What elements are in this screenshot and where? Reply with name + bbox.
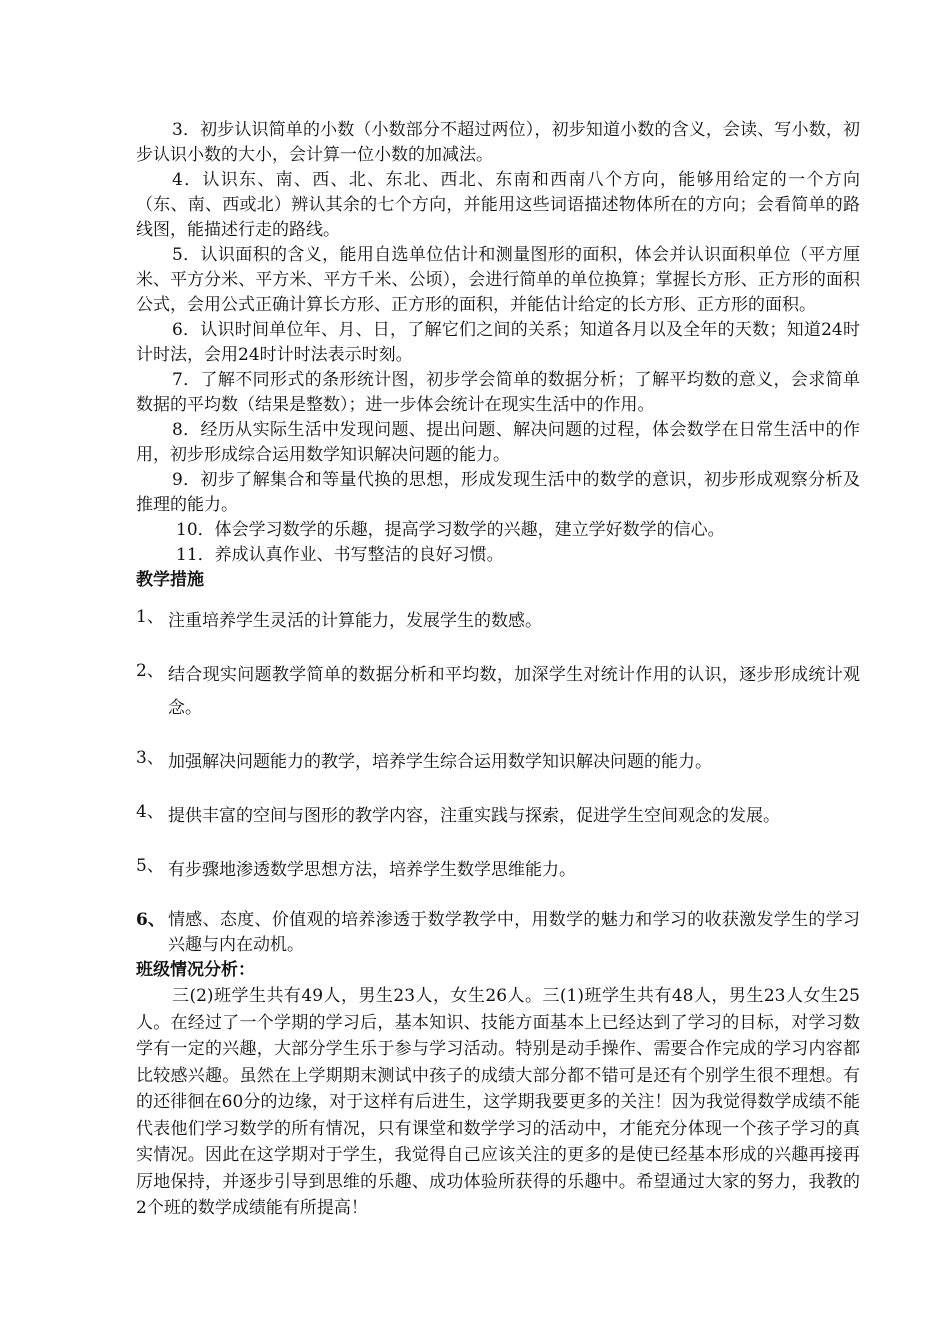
measure-text: 情感、态度、价值观的培养渗透于数学教学中，用数学的魅力和学习的收获激发学生的学习兴趣与内在动机。 [168, 910, 860, 955]
measure-text: 有步骤地渗透数学思想方法，培养学生数学思维能力。 [168, 860, 576, 880]
measures-list [136, 605, 860, 958]
objective-item: 9．初步了解集合和等量代换的思想，形成发现生活中的数学的意识，初步形成观察分析及推理的能力。 [136, 470, 860, 515]
measure-item [136, 746, 860, 779]
objective-item: 11．养成认真作业、书写整洁的良好习惯。 [176, 545, 504, 565]
objective-item: 3．初步认识简单的小数（小数部分不超过两位），初步知道小数的含义，会读、写小数，初步认识小数的大小，会计算一位小数的加减法。 [136, 120, 860, 165]
objective-item: 7．了解不同形式的条形统计图，初步学会简单的数据分析；了解平均数的意义，会求简单数据的平均数（结果是整数）；进一步体会统计在现实生活中的作用。 [136, 370, 860, 415]
analysis-heading: 班级情况分析： [136, 960, 255, 980]
measure-text: 注重培养学生灵活的计算能力，发展学生的数感。 [168, 611, 542, 631]
measure-text: 提供丰富的空间与图形的教学内容，注重实践与探索，促进学生空间观念的发展。 [168, 806, 780, 826]
measure-item [136, 800, 860, 833]
measures-heading: 教学措施 [136, 570, 204, 590]
measure-item [136, 908, 860, 958]
objective-item: 10．体会学习数学的乐趣，提高学习数学的兴趣，建立学好数学的信心。 [176, 520, 725, 540]
measure-number: 2、 [136, 661, 164, 681]
objective-item: 4．认识东、南、西、北、东北、西北、东南和西南八个方向，能够用给定的一个方向（东、南、西或北）辨认其余的七个方向，并能用这些词语描述物体所在的方向；会看简单的路线图，能描述行走的路线。 [136, 170, 860, 240]
objective-item: 8．经历从实际生活中发现问题、提出问题、解决问题的过程，体会数学在日常生活中的作用，初步形成综合运用数学知识解决问题的能力。 [136, 420, 860, 465]
measure-number: 1、 [136, 607, 164, 627]
objective-item: 6．认识时间单位年、月、日，了解它们之间的关系；知道各月以及全年的天数；知道24时计时法，会用24时计时法表示时刻。 [136, 320, 860, 365]
analysis-paragraph: 三(2)班学生共有49人，男生23人，女生26人。三(1)班学生共有48人，男生23人女生25人。在经过了一个学期的学习后，基本知识、技能方面基本上已经达到了学习的目标，对学习数学有一定的兴趣，大部分学生乐于参与学习活动。特别是动手操作、需要合作完成的学习内容都比较感兴趣。虽然在上学期期末测试中孩子的成绩大部分都不错可是还有个别学生很不理想。有的还徘徊在60分的边缘，对于这样有后进生，这学期我要更多的关注！因为我觉得数学成绩不能代表他们学习数学的所有情况，只有课堂和数学学习的活动中，才能充分体现一个孩子学习的真实情况。因此在这学期对于学生，我觉得自己应该关注的更多的是使已经基本形成的兴趣再接再厉地保持，并逐步引导到思维的乐趣、成功体验所获得的乐趣中。希望通过大家的努力，我教的2个班的数学成绩能有所提高！ [136, 986, 860, 1218]
measure-number: 5、 [136, 856, 164, 876]
objective-item: 5．认识面积的含义，能用自选单位估计和测量图形的面积，体会并认识面积单位（平方厘米、平方分米、平方米、平方千米、公顷），会进行简单的单位换算；掌握长方形、正方形的面积公式，会用公式正确计算长方形、正方形的面积，并能估计给定的长方形、正方形的面积。 [136, 245, 860, 315]
measure-text: 加强解决问题能力的教学，培养学生综合运用数学知识解决问题的能力。 [168, 752, 712, 772]
objectives-list [136, 118, 860, 568]
measure-item [136, 659, 860, 725]
measure-number: 3、 [136, 748, 164, 768]
measure-text: 结合现实问题教学简单的数据分析和平均数，加深学生对统计作用的认识，逐步形成统计观念。 [168, 665, 860, 718]
measure-number: 6、 [136, 910, 165, 930]
measure-item [136, 605, 860, 638]
document-page [136, 118, 860, 1222]
measure-item [136, 854, 860, 887]
measure-number: 4、 [136, 802, 164, 822]
